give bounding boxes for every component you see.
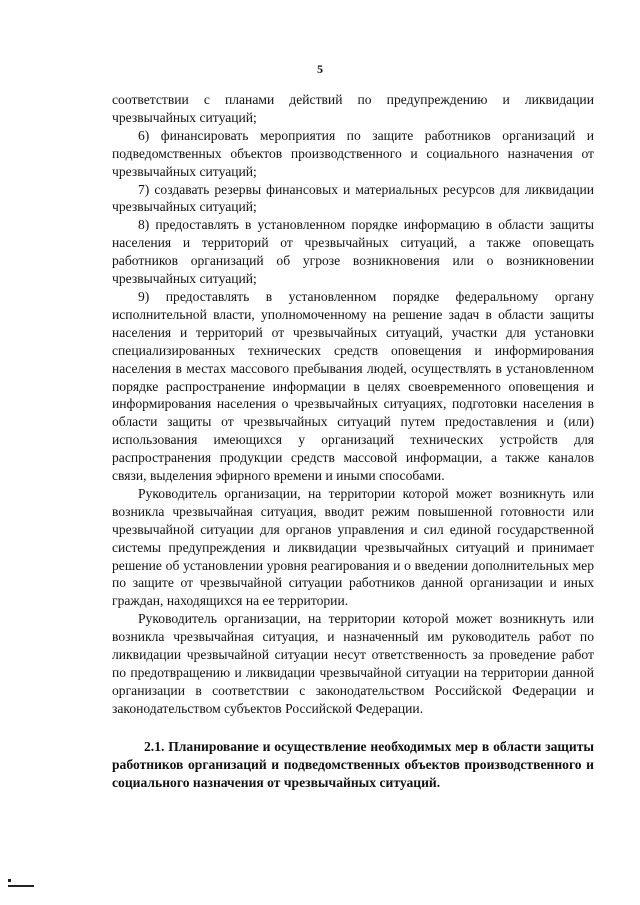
section-heading: 2.1. Планирование и осуществление необходимых мер в области защиты работников организаций и подведомственных объектов производственного и социального назначения от чрезвычайных ситуаций. [112, 739, 594, 790]
paragraph-item-6: 6) финансировать мероприятия по защите работников организаций и подведомственных объектов производственного и социального назначения от чрезвычайных ситуаций; [112, 127, 594, 179]
page-number: 5 [317, 62, 323, 76]
paragraph-head-duties: Руководитель организации, на территории которой может возникнуть или возникла чрезвычайная ситуация, вводит режим повышенной готовности или чрезвычайной ситуации для органов управления и сил единой государственной системы предупреждения и ликвидации чрезвычайных ситуаций и принимает решение об установлении уровня реагирования и о введении дополнительных мер по защите от чрезвычайной ситуации работников данной организации и иных граждан, находящихся на ее территории. [112, 485, 594, 609]
paragraph-item-8: 8) предоставлять в установленном порядке информацию в области защиты населения и территорий от чрезвычайных ситуаций, а также оповещать работников организаций об угрозе возникновения или о возникновении чрезвычайных ситуаций; [112, 217, 594, 287]
body-text [112, 91, 594, 718]
paragraph-item-9: 9) предоставлять в установленном порядке федеральному органу исполнительной власти, уполномоченному на решение задач в области защиты населения и территорий от чрезвычайных ситуаций, участки для установки специализированных технических средств оповещения и информирования населения в местах массового пребывания людей, осуществлять в установленном порядке распространение информации в целях своевременного оповещения и информирования населения о чрезвычайных ситуациях, подготовки населения в области защиты от чрезвычайных ситуаций путем предоставления и (или) использования имеющихся у организаций технических устройств для распространения продукции средств массовой информации, а также каналов связи, выделения эфирного времени и иными способами. [112, 288, 594, 484]
scan-artifact-dot [8, 879, 11, 882]
paragraph-continuation: соответствии с планами действий по предупреждению и ликвидации чрезвычайных ситуаций; [112, 92, 594, 125]
paragraph-head-responsibility: Руководитель организации, на территории которой может возникнуть или возникла чрезвычайная ситуация, и назначенный им руководитель работ по ликвидации чрезвычайной ситуации несут ответственность за проведение работ по предотвращению и ликвидации чрезвычайной ситуации на территории данной организации в соответствии с законодательством Российской Федерации и законодательством субъектов Российской Федерации. [112, 611, 594, 716]
paragraph-item-7: 7) создавать резервы финансовых и материальных ресурсов для ликвидации чрезвычайных ситуаций; [112, 181, 594, 215]
scan-artifact-line [8, 885, 34, 887]
